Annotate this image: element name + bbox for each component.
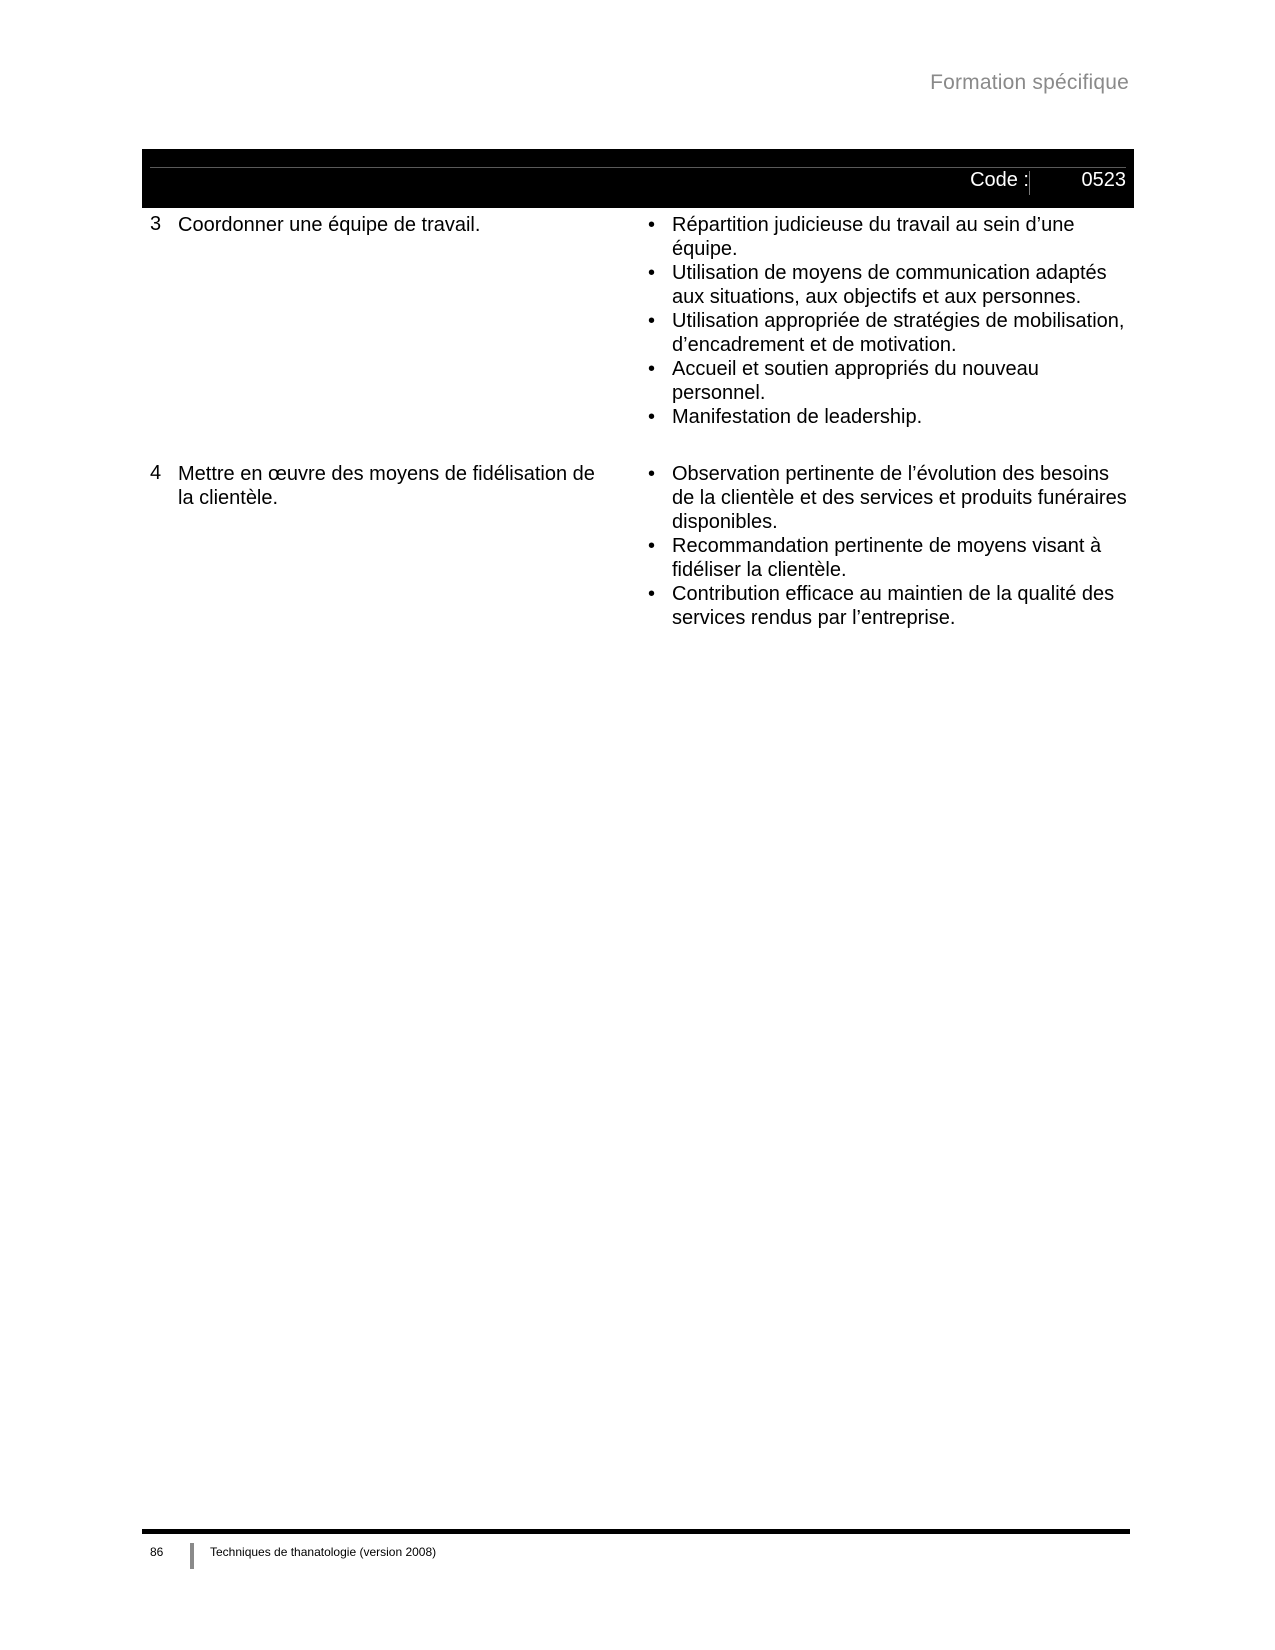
page-header-title: Formation spécifique	[930, 71, 1129, 94]
element-text: Coordonner une équipe de travail.	[178, 214, 481, 236]
code-separator	[1029, 171, 1030, 195]
criterion-item: • Recommandation pertinente de moyens visant à fidéliser la clientèle.	[648, 534, 1128, 582]
footer-rule	[142, 1529, 1130, 1534]
criterion-item: • Contribution efficace au maintien de la qualité des services rendus par l’entreprise.	[648, 582, 1128, 630]
code-label: Code :	[970, 169, 1029, 191]
criterion-item: • Observation pertinente de l’évolution des besoins de la clientèle et des services et produits funéraires disponibles.	[648, 462, 1128, 534]
element-text: Mettre en œuvre des moyens de fidélisation de la clientèle.	[178, 463, 595, 509]
element-number: 4	[150, 462, 162, 484]
code-value: 0523	[1081, 169, 1126, 191]
code-bar-rule	[150, 167, 1126, 168]
element-number: 3	[150, 213, 162, 235]
footer-page-number: 86	[150, 1545, 164, 1559]
footer-separator	[190, 1543, 194, 1569]
criterion-item: • Utilisation appropriée de stratégies de mobilisation, d’encadrement et de motivation.	[648, 309, 1128, 357]
criterion-item: • Utilisation de moyens de communication adaptés aux situations, aux objectifs et aux personnes.	[648, 261, 1128, 309]
footer-document-title: Techniques de thanatologie (version 2008)	[210, 1545, 437, 1559]
criterion-item: • Répartition judicieuse du travail au sein d’une équipe.	[648, 213, 1128, 261]
criterion-item: • Accueil et soutien appropriés du nouveau personnel.	[648, 357, 1128, 405]
criteria-list	[648, 213, 1128, 429]
criteria-list	[648, 462, 1128, 630]
criterion-item: • Manifestation de leadership.	[648, 405, 1128, 429]
code-bar	[142, 149, 1134, 208]
